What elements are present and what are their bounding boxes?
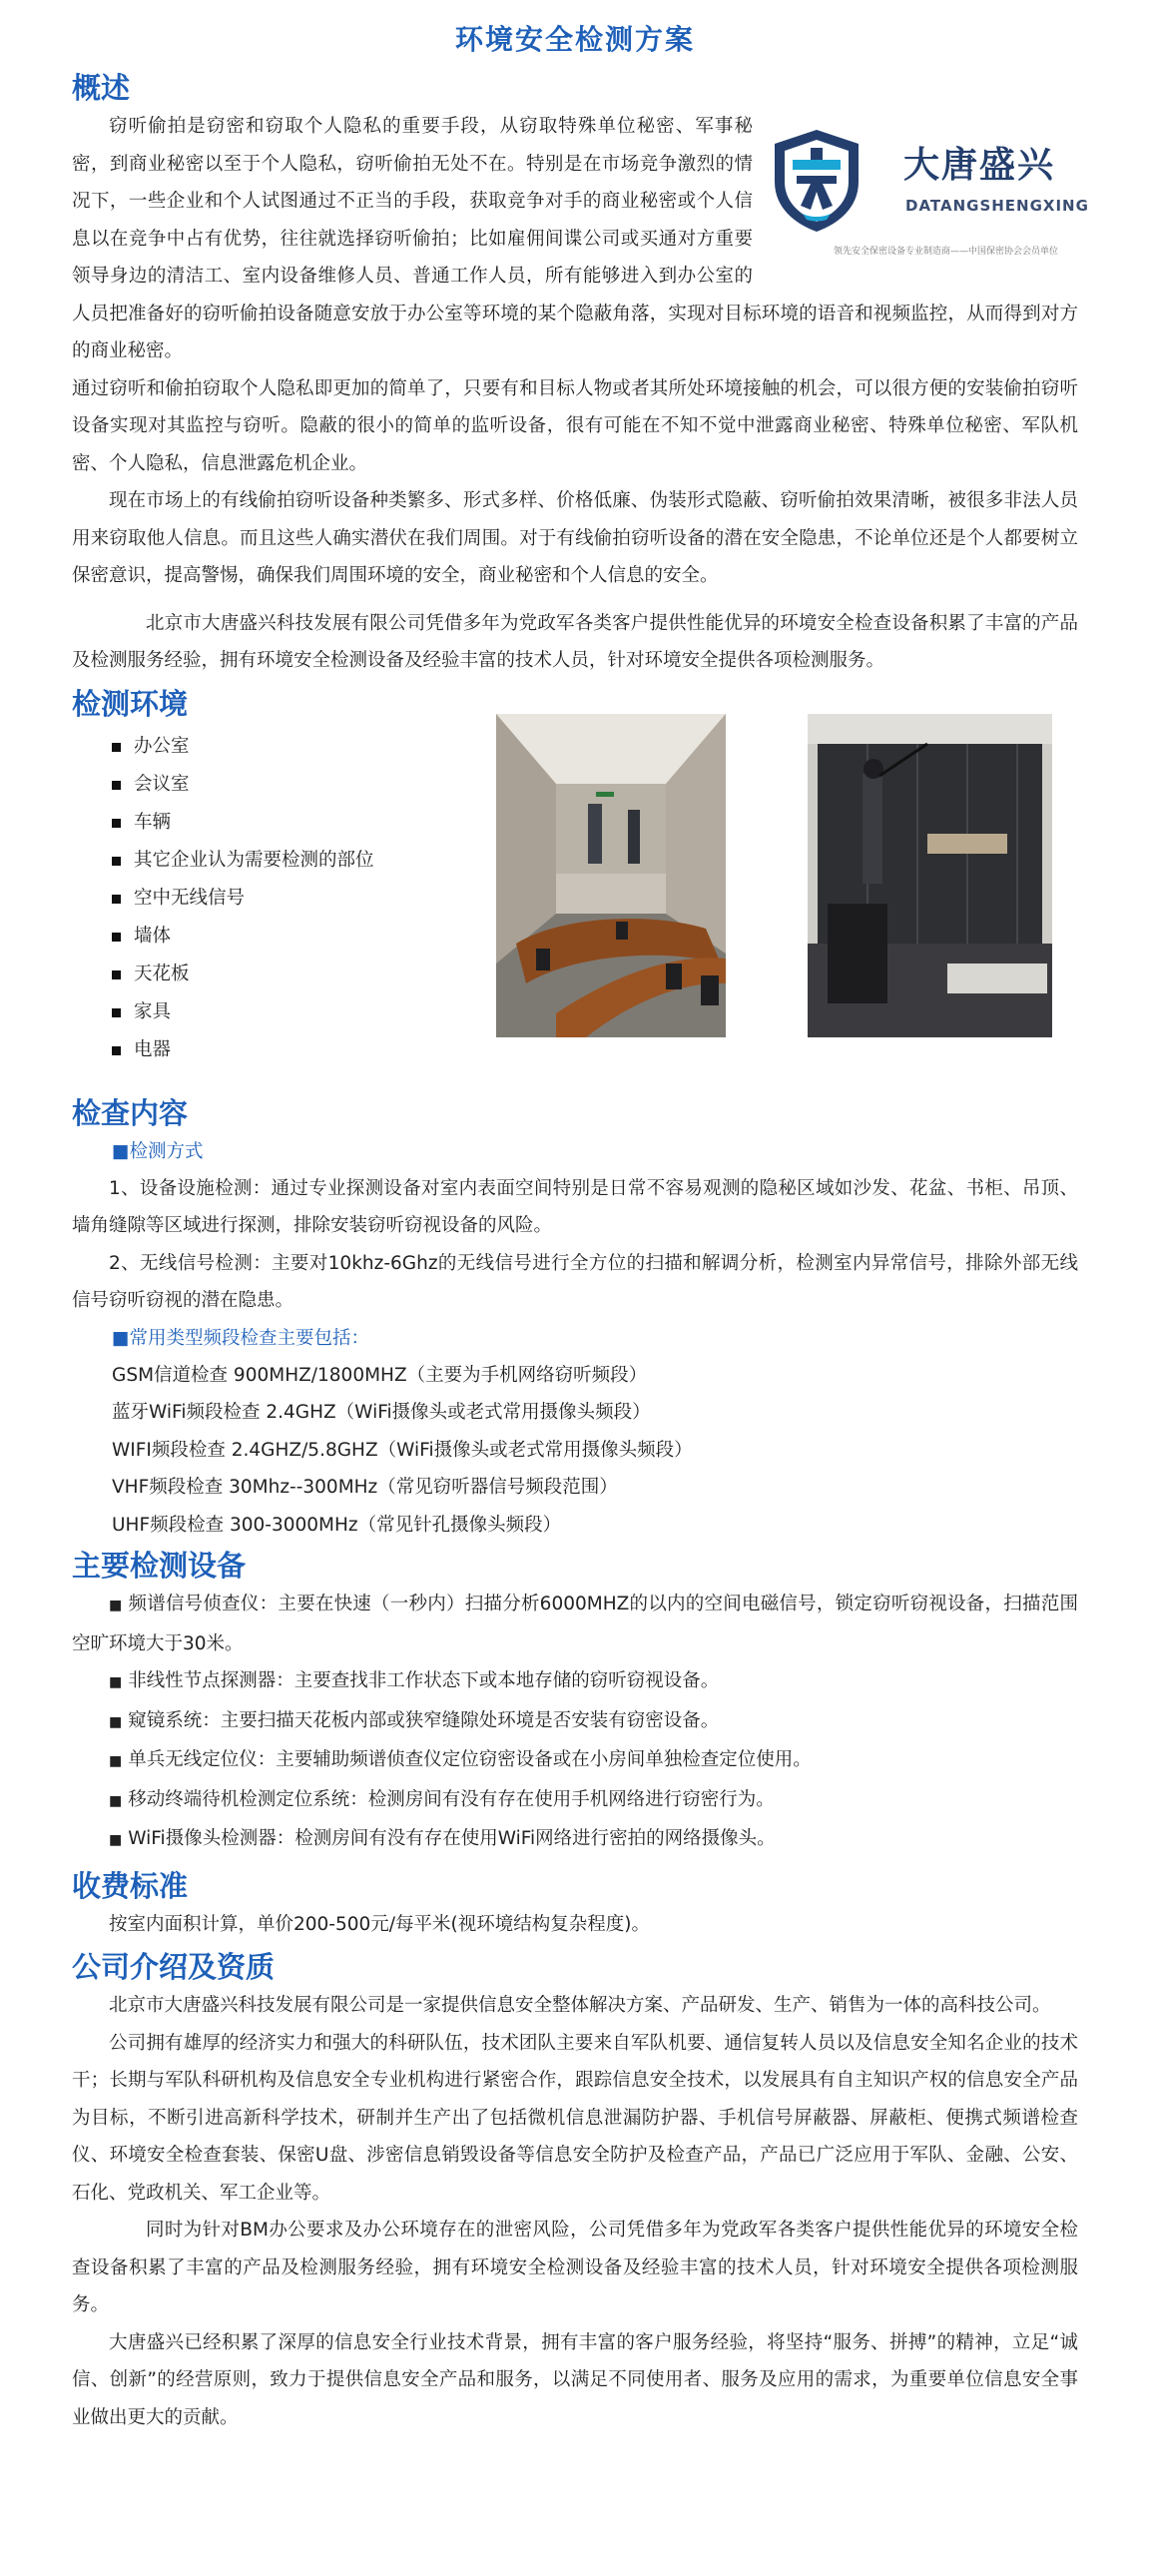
fees-heading: 收费标准 <box>72 1868 189 1903</box>
company-heading: 公司介绍及资质 <box>72 1950 276 1984</box>
company-paragraph-2: 公司拥有雄厚的经济实力和强大的科研队伍，技术团队主要来自军队机要、通信复转人员以及信息安全知名企业的技术干；长期与军队科研机构及信息安全专业机构进行紧密合作，跟踪信息安全技术，以发展具有自主知识产权的信息安全产品为目标，不断引进高新科学技术，研制并生产出了包括微机信息泄漏防护器、手机信号屏蔽器、屏蔽柜、便携式频谱检查仪、环境安全检查套装、保密U盘、涉密信息销毁设备等信息安全防护及检查产品，产品已广泛应用于军队、金融、公安、石化、党政机关、军工企业等。 <box>72 2032 1078 2204</box>
equipment-item-text: 单兵无线定位仪：主要辅助频谱侦查仪定位窃密设备或在小房间单独检查定位使用。 <box>128 1749 812 1770</box>
equipment-item-text: WiFi摄像头检测器：检测房间有没有存在使用WiFi网络进行密拍的网络摄像头。 <box>128 1828 776 1849</box>
equipment-heading: 主要检测设备 <box>72 1549 247 1583</box>
office-photo <box>808 714 1052 1037</box>
frequency-item: UHF频段检查 300-3000MHz（常见针孔摄像头频段） <box>112 1514 562 1536</box>
shield-logo-icon <box>767 126 866 236</box>
equipment-item-text: 移动终端待机检测定位系统：检测房间有没有存在使用手机网络进行窃密行为。 <box>128 1788 775 1810</box>
company-paragraph-1: 北京市大唐盛兴科技发展有限公司是一家提供信息安全整体解决方案、产品研发、生产、销售为一体的高科技公司。 <box>109 1995 1051 2016</box>
equipment-item <box>72 1741 1078 1781</box>
equipment-item <box>72 1586 1078 1662</box>
overview-heading: 概述 <box>72 71 131 105</box>
frequency-item: 蓝牙WiFi频段检查 2.4GHZ（WiFi摄像头或老式常用摄像头频段） <box>112 1402 651 1423</box>
logo-chinese-name: 大唐盛兴 <box>903 145 1056 186</box>
list-item: 会议室 <box>112 766 1078 804</box>
list-item: 其它企业认为需要检测的部位 <box>112 842 1078 880</box>
frequency-subheading: ■常用类型频段检查主要包括： <box>112 1327 369 1349</box>
environment-heading: 检测环境 <box>72 686 189 721</box>
environment-section <box>72 724 1078 1093</box>
list-item: 家具 <box>112 993 1078 1031</box>
list-item: 空中无线信号 <box>112 880 1078 918</box>
square-bullet-icon: ■ <box>109 1792 123 1809</box>
method-paragraph-2: 2、无线信号检测：主要对10khz-6Ghz的无线信号进行全方位的扫描和解调分析，检测室内异常信号，排除外部无线信号窃听窃视的潜在隐患。 <box>72 1252 1078 1311</box>
equipment-item <box>72 1781 1078 1821</box>
equipment-item-text: 非线性节点探测器：主要查找非工作状态下或本地存储的窃听窃视设备。 <box>128 1670 720 1691</box>
equipment-item <box>72 1662 1078 1702</box>
inspection-section <box>72 1133 1078 1545</box>
inspection-heading: 检查内容 <box>72 1095 189 1130</box>
method-paragraph-1: 1、设备设施检测：通过专业探测设备对室内表面空间特别是日常不容易观测的隐秘区域如沙发、花盆、书柜、吊顶、墙角缝隙等区域进行探测，排除安装窃听窃视设备的风险。 <box>72 1177 1078 1236</box>
equipment-section <box>72 1586 1078 1860</box>
equipment-item <box>72 1820 1078 1860</box>
overview-section <box>72 108 1089 680</box>
square-bullet-icon: ■ <box>109 1598 123 1613</box>
frequency-item: VHF频段检查 30Mhz--300MHz（常见窃听器信号频段范围） <box>112 1477 618 1498</box>
overview-paragraph-1-text: 窃听偷拍是窃密和窃取个人隐私的重要手段，从窃取特殊单位秘密、军事秘密，到商业秘密以至于个人隐私，窃听偷拍无处不在。特别是在市场竞争激烈的情况下，一些企业和个人试图通过不正当的手段，获取竞争对手的商业秘密或个人信息以在竞争中占有优势，往往就选择窃听偷拍；比如雇佣间谍公司或买通对方重要领导身边的清洁工、室内设备维修人员、普通工作人员，所有能够进入到办公室的人员把准备好的窃听偷拍设备随意安放于办公室等环境的某个隐蔽角落，实现对目标环境的语音和视频监控，从而得到对方的商业秘密。 <box>72 116 1078 361</box>
equipment-item-text: 频谱信号侦查仪：主要在快速（一秒内）扫描分析6000MHZ的以内的空间电磁信号，锁定窃听窃视设备，扫描范围空旷环境大于30米。 <box>72 1594 1078 1654</box>
overview-paragraph-1 <box>72 108 1089 370</box>
list-item: 办公室 <box>112 728 1078 766</box>
equipment-item <box>72 1702 1078 1742</box>
equipment-item-text: 窥镜系统：主要扫描天花板内部或狭窄缝隙处环境是否安装有窃密设备。 <box>128 1709 720 1731</box>
fees-text: 按室内面积计算，单价200-500元/每平米(视环境结构复杂程度)。 <box>109 1913 650 1935</box>
company-section <box>72 1987 1078 2436</box>
meeting-room-photo <box>496 714 726 1037</box>
overview-paragraph-4: 北京市大唐盛兴科技发展有限公司凭借多年为党政军各类客户提供性能优异的环境安全检查设备积累了丰富的产品及检测服务经验，拥有环境安全检测设备及经验丰富的技术人员，针对环境安全提供各项检测服务。 <box>72 612 1078 671</box>
logo-slogan: 领先安全保密设备专业制造商——中国保密协会会员单位 <box>834 247 1059 257</box>
list-item: 电器 <box>112 1031 1078 1069</box>
list-item: 墙体 <box>112 918 1078 956</box>
overview-paragraph-3: 现在市场上的有线偷拍窃听设备种类繁多、形式多样、价格低廉、伪装形式隐蔽、窃听偷拍效果清晰，被很多非法人员用来窃取他人信息。而且这些人确实潜伏在我们周围。对于有线偷拍窃听设备的潜在安全隐患，不论单位还是个人都要树立保密意识，提高警惕，确保我们周围环境的安全，商业秘密和个人信息的安全。 <box>72 490 1078 586</box>
square-bullet-icon: ■ <box>109 1832 123 1848</box>
frequency-item: GSM信道检查 900MHZ/1800MHZ（主要为手机网络窃听频段） <box>112 1364 648 1386</box>
company-logo <box>767 126 1089 257</box>
overview-paragraph-2: 通过窃听和偷拍窃取个人隐私即更加的简单了，只要有和目标人物或者其所处环境接触的机会，可以很方便的安装偷拍窃听设备实现对其监控与窃听。隐蔽的很小的简单的监听设备，很有可能在不知不觉中泄露商业秘密、特殊单位秘密、军队机密、个人隐私，信息泄露危机企业。 <box>72 377 1078 474</box>
method-subheading: ■检测方式 <box>112 1140 204 1162</box>
company-paragraph-3: 同时为针对BM办公要求及办公环境存在的泄密风险，公司凭借多年为党政军各类客户提供性能优异的环境安全检查设备积累了丰富的产品及检测服务经验，拥有环境安全检测设备及经验丰富的技术人员，针对环境安全提供各项检测服务。 <box>72 2220 1078 2315</box>
logo-english-name: DATANGSHENGXING <box>905 197 1089 215</box>
square-bullet-icon: ■ <box>109 1674 123 1690</box>
frequency-item: WIFI频段检查 2.4GHZ/5.8GHZ（WiFi摄像头或老式常用摄像头频段） <box>112 1439 693 1461</box>
company-paragraph-4: 大唐盛兴已经积累了深厚的信息安全行业技术背景，拥有丰富的客户服务经验，将坚持“服务、拼搏”的精神，立足“诚信、创新”的经营原则，致力于提供信息安全产品和服务，以满足不同使用者、服务及应用的需求，为重要单位信息安全事业做出更大的贡献。 <box>72 2331 1078 2428</box>
square-bullet-icon: ■ <box>109 1753 123 1769</box>
square-bullet-icon: ■ <box>109 1713 123 1730</box>
list-item: 车辆 <box>112 804 1078 842</box>
list-item: 天花板 <box>112 956 1078 993</box>
page-title: 环境安全检测方案 <box>454 23 695 56</box>
